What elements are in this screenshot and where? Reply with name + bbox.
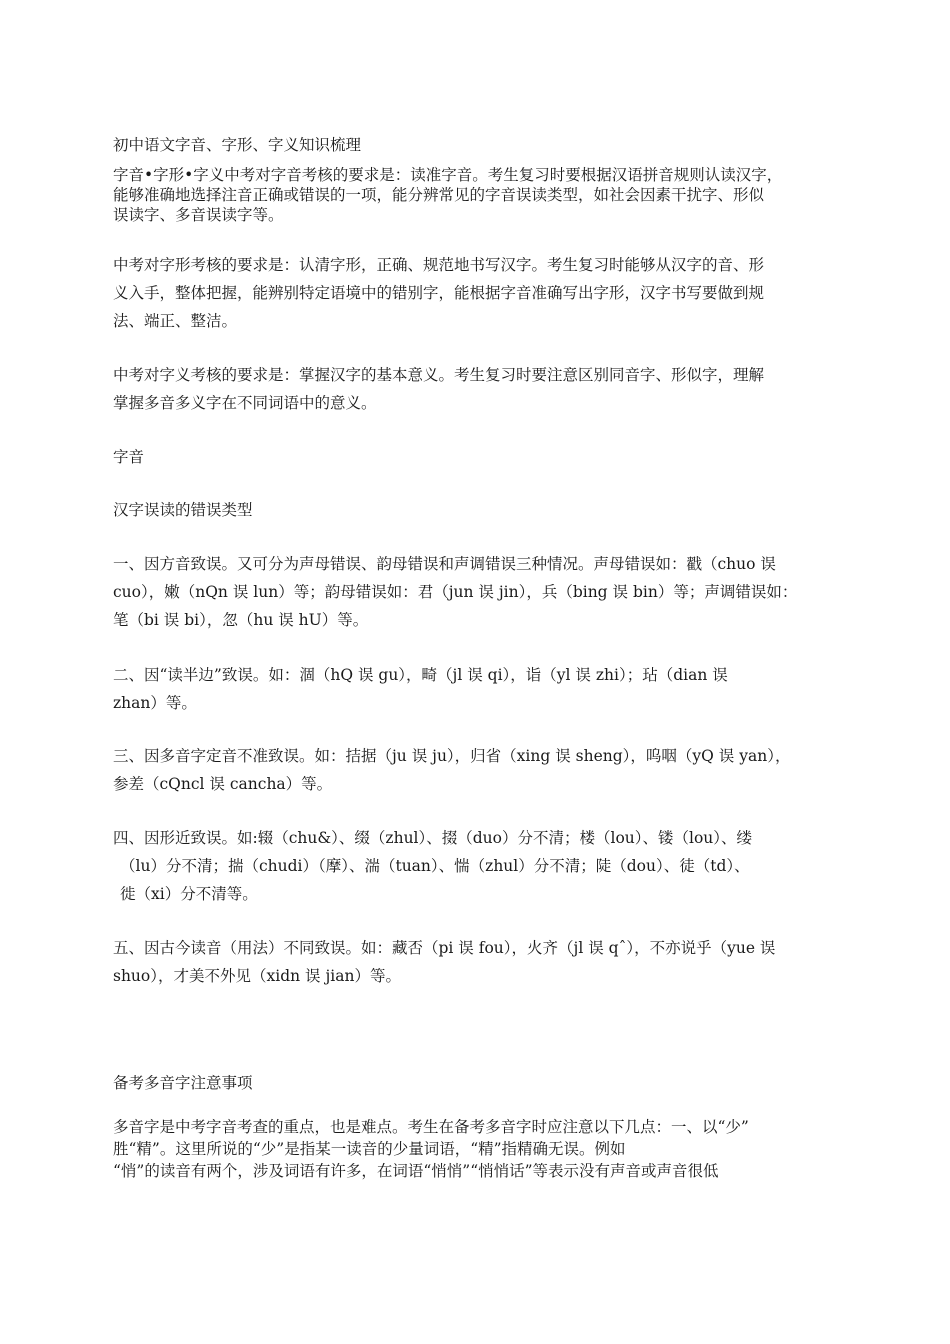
item-1-line: cuo），嫩（nQn 误 lun）等；韵母错误如：君（jun 误 jin），兵（bing 误 bin）等；声调错误如：: [113, 583, 798, 601]
item-4-line: 四、因形近致误。如:辍（chu&）、缀（zhul）、掇（duo）分不清；楼（lou）、镂（lou）、缕: [113, 829, 753, 847]
heading-polyphone: 备考多音字注意事项: [113, 1074, 253, 1092]
polyphone-line: “悄”的读音有两个，涉及词语有许多，在词语“悄悄”“悄悄话”等表示没有声音或声音很低: [113, 1162, 719, 1180]
item-2-line: 二、因“读半边”致误。如：涸（hQ 误 gu），畸（jl 误 qi），诣（yl 误 zhi）；玷（dian 误: [113, 666, 728, 684]
intro-line: 能够准确地选择注音正确或错误的一项，能分辨常见的字音误读类型，如社会因素干扰字、形似: [113, 186, 765, 204]
intro-line: 误读字、多音误读字等。: [113, 206, 284, 224]
item-3-line: 三、因多音字定音不准致误。如：拮据（ju 误 ju），归省（xing 误 sheng），呜咽（yQ 误 yan），: [113, 747, 791, 765]
glyph-paragraph-line: 义入手，整体把握，能辨别特定语境中的错别字，能根据字音准确写出字形，汉字书写要做到规: [113, 284, 765, 302]
item-5-line: shuo），才美不外见（xidn 误 jian）等。: [113, 967, 401, 985]
item-1-line: 笔（bi 误 bi），忽（hu 误 hU）等。: [113, 611, 369, 629]
intro-line: 字音•字形•字义中考对字音考核的要求是：读准字音。考生复习时要根据汉语拼音规则认读汉字，: [113, 166, 783, 184]
item-4-line: （lu）分不清；揣（chudi）（摩）、湍（tuan）、惴（zhul）分不清；陡（dou）、徒（td）、: [120, 857, 750, 875]
item-3-line: 参差（cQncl 误 cancha）等。: [113, 775, 333, 793]
item-5-line: 五、因古今读音（用法）不同致误。如：藏否（pi 误 fou），火齐（jl 误 qˆ），不亦说乎（yue 误: [113, 939, 776, 957]
item-2-line: zhan）等。: [113, 694, 197, 712]
polyphone-line: 胜“精”。这里所说的“少”是指某一读音的少量词语，“精”指精确无误。例如: [113, 1140, 626, 1158]
item-1-line: 一、因方音致误。又可分为声母错误、韵母错误和声调错误三种情况。声母错误如：戳（chuo 误: [113, 555, 776, 573]
glyph-paragraph-line: 中考对字形考核的要求是：认清字形，正确、规范地书写汉字。考生复习时能够从汉字的音、形: [113, 256, 765, 274]
heading-sound: 字音: [113, 448, 145, 466]
document-title: 初中语文字音、字形、字义知识梳理: [113, 136, 362, 154]
meaning-paragraph-line: 掌握多音多义字在不同词语中的意义。: [113, 394, 377, 412]
glyph-paragraph-line: 法、端正、整洁。: [113, 312, 238, 330]
item-4-line: 徙（xi）分不清等。: [120, 885, 258, 903]
heading-errors: 汉字误读的错误类型: [113, 501, 253, 519]
polyphone-line: 多音字是中考字音考查的重点，也是难点。考生在备考多音字时应注意以下几点：一、以“少”: [113, 1118, 749, 1136]
meaning-paragraph-line: 中考对字义考核的要求是：掌握汉字的基本意义。考生复习时要注意区别同音字、形似字，理解: [113, 366, 765, 384]
